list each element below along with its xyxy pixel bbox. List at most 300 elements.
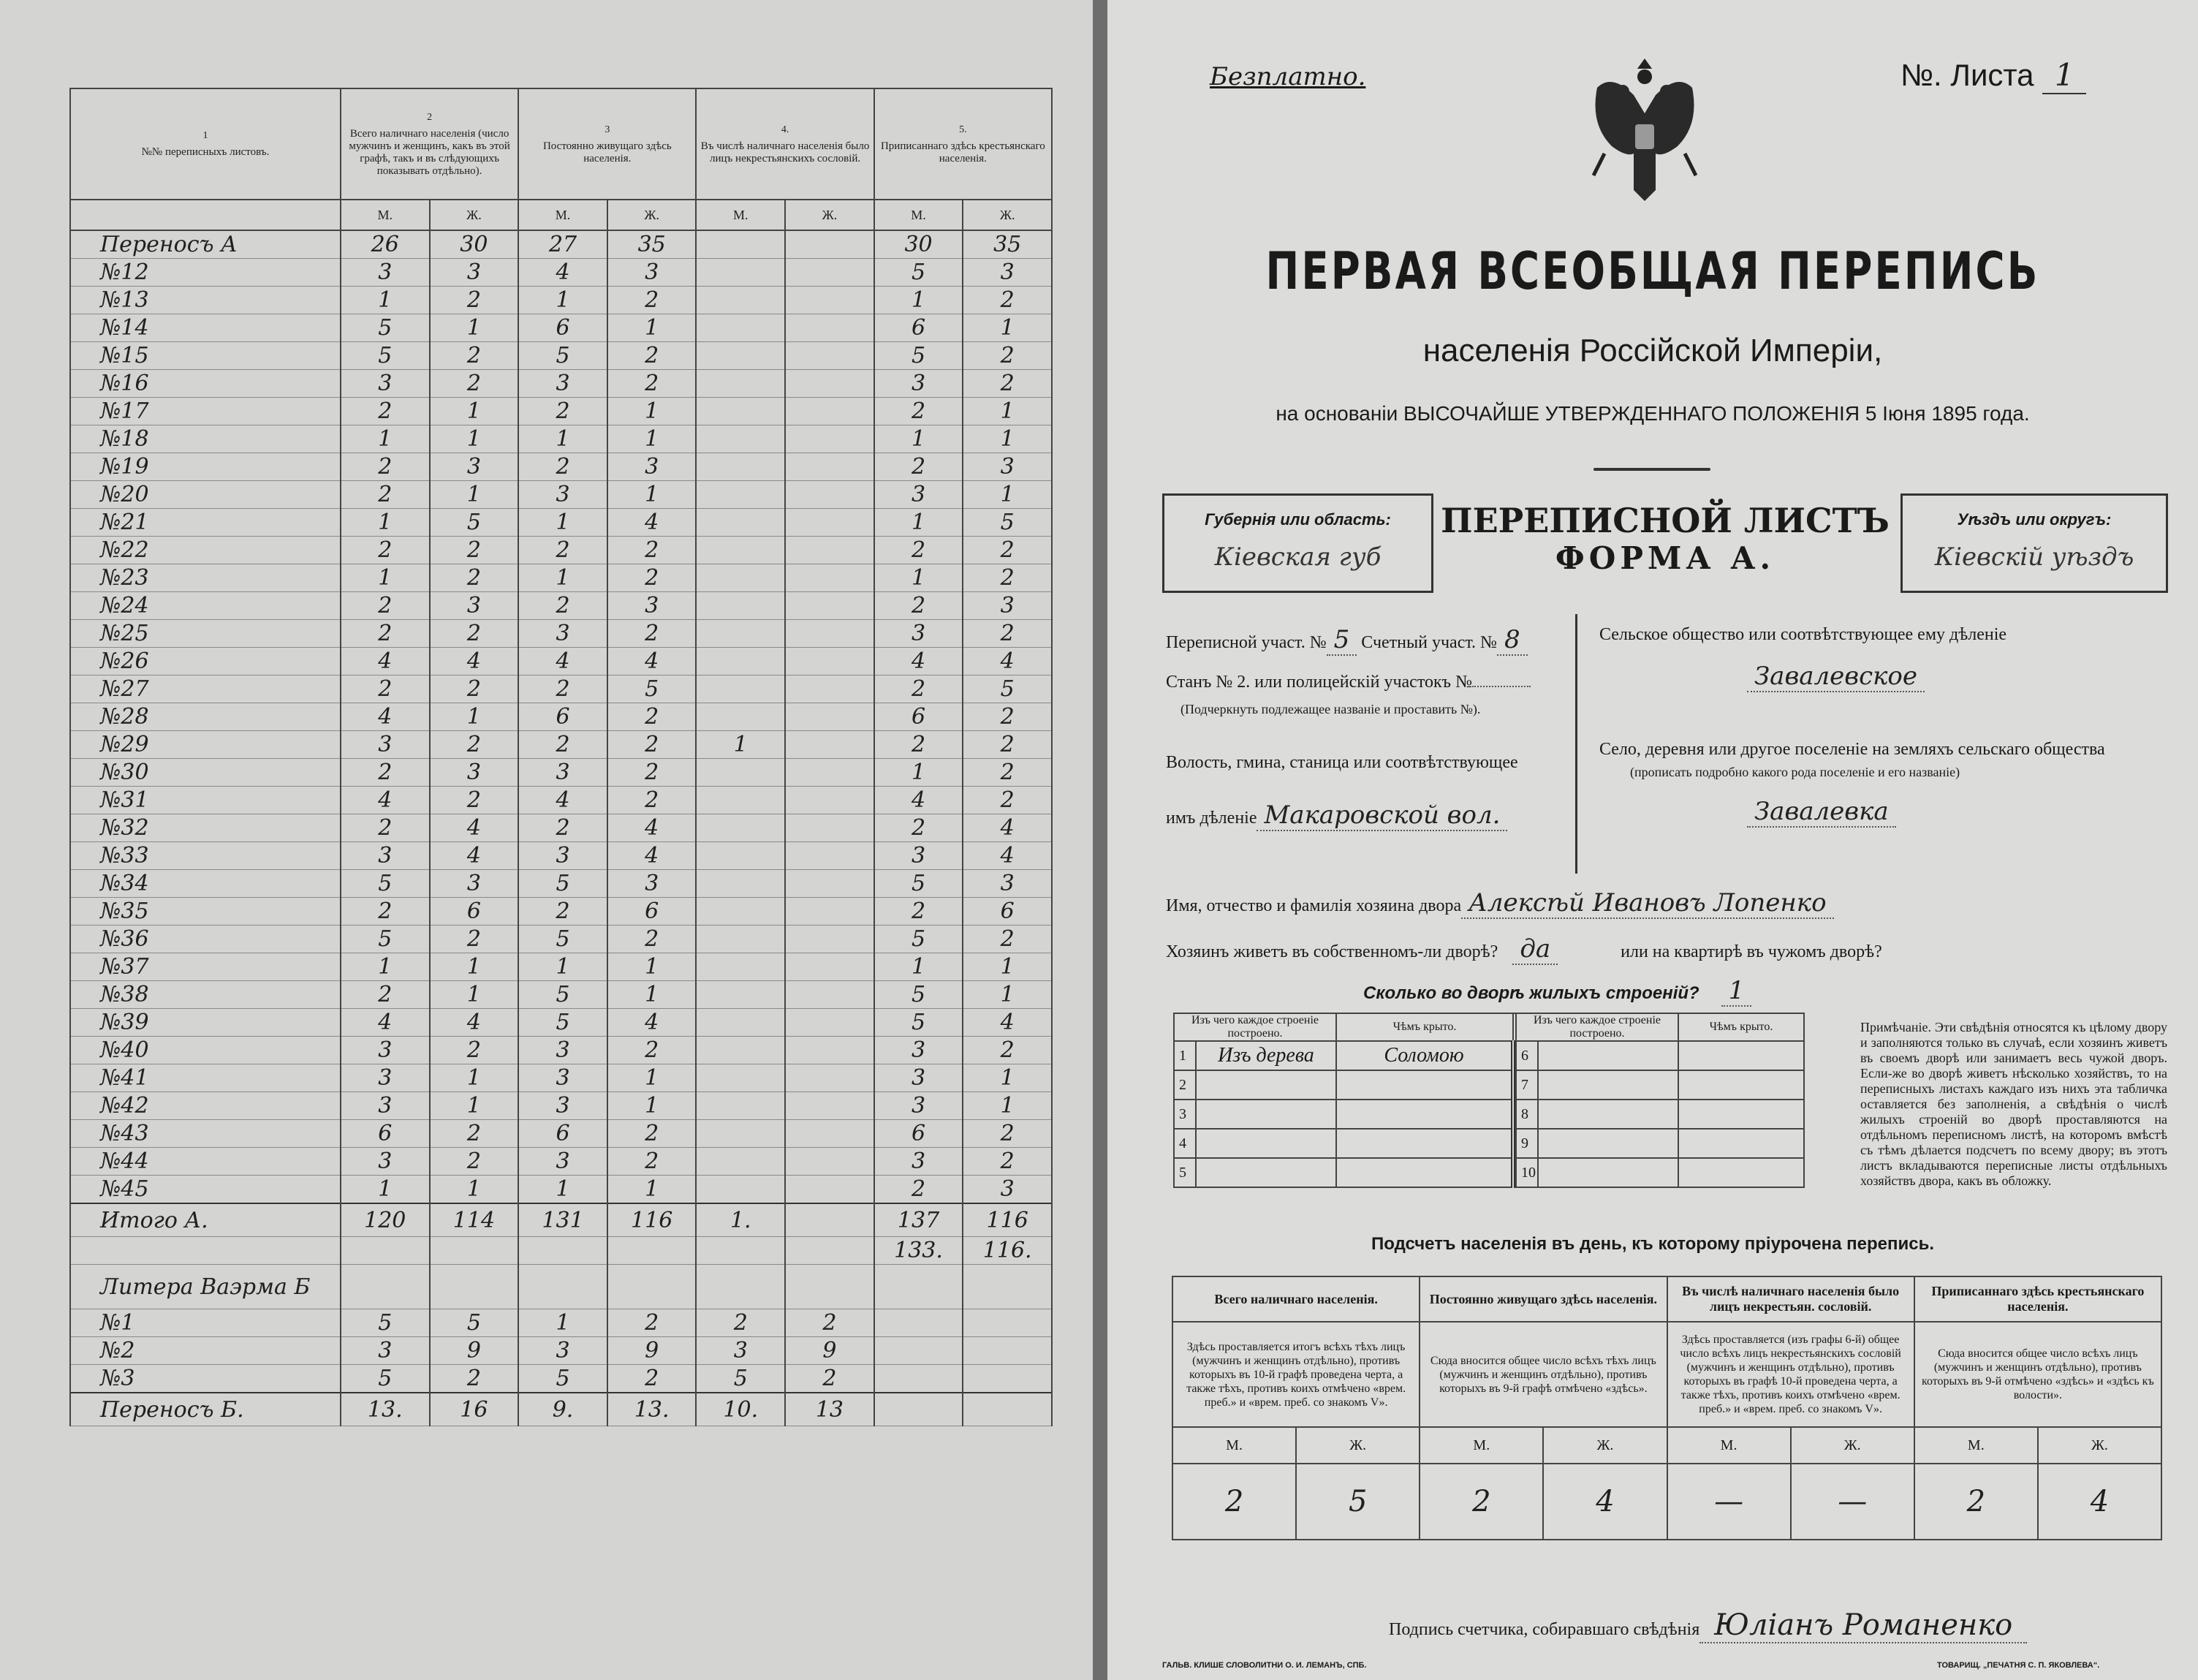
ledger-header-row (70, 88, 1052, 200)
ledger-row (70, 481, 1052, 509)
ledger-cell: 5 (963, 509, 1052, 537)
ledger-cell: 2 (874, 398, 963, 425)
ledger-cell: 3 (518, 842, 607, 870)
ledger-cell (696, 314, 785, 342)
ledger-cell: 16 (430, 1393, 519, 1426)
ledger-cell: 1 (874, 425, 963, 453)
ledger-cell: 1 (518, 564, 607, 592)
ledger-cell: 5 (874, 342, 963, 370)
ledger-cell: 5 (874, 926, 963, 953)
ledger-cell: 5 (874, 981, 963, 1009)
ledger-cell: 3 (874, 620, 963, 648)
ledger-cell (874, 1393, 963, 1426)
ledger-cell (785, 1092, 874, 1120)
ledger-cell: 2 (518, 676, 607, 703)
building-roof (1336, 1070, 1513, 1100)
ledger-cell: 116 (963, 1203, 1052, 1237)
bld-h-material: Изъ чего каждое строеніе построено. (1174, 1013, 1336, 1041)
ledger-row-label: №43 (70, 1120, 341, 1148)
ledger-cell: 2 (430, 287, 519, 314)
ledger-row (70, 814, 1052, 842)
building-row (1174, 1100, 1804, 1129)
ledger-cell: 3 (963, 259, 1052, 287)
ledger-cell: 1 (963, 1064, 1052, 1092)
building-material (1196, 1129, 1336, 1158)
ledger-cell (696, 1176, 785, 1204)
ledger-cell: 1 (341, 287, 430, 314)
ledger-cell: 2 (963, 1148, 1052, 1176)
ledger-cell (785, 1265, 874, 1309)
ledger-subtotal-note-row (70, 1237, 1052, 1265)
building-row (1174, 1129, 1804, 1158)
ledger-cell (785, 509, 874, 537)
ledger-cell (696, 1092, 785, 1120)
ledger-mf: М. (341, 200, 430, 230)
obshchestvo-value: Завалевское (1747, 662, 1925, 692)
ledger-cell: 5 (430, 1309, 519, 1337)
ledger-cell: 5 (874, 259, 963, 287)
ledger-row (70, 981, 1052, 1009)
ledger-cell: 133. (874, 1237, 963, 1265)
ledger-cell: 2 (430, 537, 519, 564)
ledger-cell: 2 (430, 731, 519, 759)
ledger-cell: 1 (963, 953, 1052, 981)
ledger-cell: 30 (874, 230, 963, 259)
ledger-cell: 5 (518, 926, 607, 953)
ledger-cell: 3 (874, 842, 963, 870)
document-basis: на основаніи ВЫСОЧАЙШЕ УТВЕРЖДЕННАГО ПОЛОЖЕНІЯ 5 Іюня 1895 года. (1276, 402, 2030, 425)
ledger-cell (785, 287, 874, 314)
ledger-cell: 10. (696, 1393, 785, 1426)
ledger-cell: 2 (430, 1037, 519, 1064)
ledger-cell (785, 870, 874, 898)
ledger-cell: 5 (341, 1309, 430, 1337)
ledger-row-label: №13 (70, 287, 341, 314)
ledger-cell: 5 (874, 1009, 963, 1037)
ledger-cell: 3 (963, 592, 1052, 620)
building-num: 7 (1516, 1070, 1538, 1100)
ledger-cell (696, 1009, 785, 1037)
ledger-row (70, 370, 1052, 398)
ledger-cell: 1 (518, 509, 607, 537)
ledger-cell: 2 (963, 787, 1052, 814)
ledger-cell: 5 (874, 870, 963, 898)
building-row (1174, 1041, 1804, 1070)
ledger-cell: 2 (785, 1365, 874, 1393)
ledger-cell: 5 (341, 342, 430, 370)
ledger-total-b-row (70, 1393, 1052, 1426)
ledger-cell (696, 425, 785, 453)
selo-value: Завалевка (1747, 797, 1896, 828)
ledger-cell: 4 (518, 787, 607, 814)
ledger-cell (341, 1237, 430, 1265)
ledger-cell: 1 (518, 953, 607, 981)
ledger-cell: 3 (518, 620, 607, 648)
ledger-row-label: №15 (70, 342, 341, 370)
ledger-row (70, 648, 1052, 676)
sheet-number-label: №. Листа (1900, 58, 2034, 92)
ledger-table (69, 88, 1053, 1426)
ledger-cell: 3 (341, 731, 430, 759)
ledger-cell (696, 537, 785, 564)
ledger-cell (874, 1265, 963, 1309)
guberniya-box (1162, 493, 1433, 593)
ledger-header-col4: 4. Въ числѣ наличнаго населенія было лицъ некрестьянскихъ сословій. (696, 88, 873, 200)
rented-label: или на квартирѣ въ чужомъ дворѣ? (1621, 942, 1882, 961)
ledger-cell: 4 (874, 648, 963, 676)
ledger-cell: 2 (430, 1365, 519, 1393)
ledger-cell: 4 (963, 648, 1052, 676)
sheet-number (1900, 57, 2086, 94)
ledger-cell (785, 537, 874, 564)
ledger-row (70, 314, 1052, 342)
ledger-row (70, 1037, 1052, 1064)
ledger-cell: 3 (607, 870, 697, 898)
building-roof: Соломою (1336, 1041, 1513, 1070)
ledger-mf: М. (696, 200, 785, 230)
ledger-cell (785, 759, 874, 787)
ledger-cell: 5 (518, 870, 607, 898)
ledger-cell: 3 (963, 1176, 1052, 1204)
ledger-row-label: №42 (70, 1092, 341, 1120)
ledger-cell (785, 926, 874, 953)
ledger-cell (696, 870, 785, 898)
ledger-cell: 2 (963, 759, 1052, 787)
ledger-cell (696, 953, 785, 981)
ledger-cell: 2 (430, 926, 519, 953)
ledger-cell: 2 (430, 787, 519, 814)
ledger-cell: 3 (430, 453, 519, 481)
ledger-cell: 6 (963, 898, 1052, 926)
ledger-cell: 3 (341, 370, 430, 398)
ledger-cell (785, 481, 874, 509)
ledger-cell: 137 (874, 1203, 963, 1237)
ledger-cell (785, 314, 874, 342)
ledger-row (70, 1309, 1052, 1337)
ledger-cell: 2 (963, 370, 1052, 398)
ledger-cell: 2 (963, 1120, 1052, 1148)
ledger-cell: 6 (341, 1120, 430, 1148)
ledger-cell: 1 (430, 1176, 519, 1204)
count-desc: Сюда вносится общее число всѣхъ лицъ (мужчинъ и женщинъ отдѣльно), противъ которыхъ въ 9-й отмѣчено «здѣсь» и «здѣсь къ волости». (1914, 1322, 2161, 1427)
ledger-cell: 2 (518, 898, 607, 926)
ledger-cell (696, 1064, 785, 1092)
ledger-cell: 30 (430, 230, 519, 259)
ledger-mf: М. (518, 200, 607, 230)
ledger-cell: 1 (963, 981, 1052, 1009)
ledger-cell: 5 (341, 314, 430, 342)
ledger-cell (430, 1237, 519, 1265)
volost-label: Волость, гмина, станица или соотвѣтствующее (1166, 753, 1518, 772)
ledger-cell (874, 1309, 963, 1337)
ledger-cell: 2 (963, 620, 1052, 648)
ledger-cell: 5 (430, 509, 519, 537)
ledger-cell: 1 (963, 398, 1052, 425)
count-mf: М. (1914, 1427, 2038, 1464)
ledger-cell (70, 1237, 341, 1265)
ledger-row (70, 1092, 1052, 1120)
obshchestvo-field (1747, 662, 1925, 691)
ledger-cell (696, 787, 785, 814)
ledger-mf: М. (874, 200, 963, 230)
volost-field (1166, 801, 1507, 830)
ledger-row (70, 259, 1052, 287)
population-count-table (1172, 1276, 2162, 1540)
ledger-row-label: Переносъ Б. (70, 1393, 341, 1426)
ledger-cell: 3 (963, 870, 1052, 898)
ledger-cell: 2 (607, 1120, 697, 1148)
ledger-row-label: №17 (70, 398, 341, 425)
ledger-row-label: №45 (70, 1176, 341, 1204)
count-title: Подсчетъ населенія въ день, къ которому пріурочена перепись. (1371, 1234, 1934, 1254)
ledger-cell: 4 (518, 259, 607, 287)
uchastok-value: 5 (1327, 625, 1357, 656)
ledger-cell (696, 592, 785, 620)
ledger-cell (874, 1337, 963, 1365)
ledger-row-label: №34 (70, 870, 341, 898)
imperial-eagle-emblem (1583, 44, 1707, 219)
ledger-cell: 3 (874, 481, 963, 509)
ledger-cell: 5 (518, 342, 607, 370)
ledger-cell: 116. (963, 1237, 1052, 1265)
ledger-row (70, 926, 1052, 953)
ledger-cell (696, 564, 785, 592)
ledger-cell (696, 1237, 785, 1265)
count-mf: Ж. (1791, 1427, 1914, 1464)
ledger-cell (785, 787, 874, 814)
ledger-cell: 1 (963, 481, 1052, 509)
ledger-cell: 1 (518, 425, 607, 453)
ledger-row (70, 1365, 1052, 1393)
ledger-cell: 2 (518, 592, 607, 620)
ledger-cell (963, 1337, 1052, 1365)
count-desc: Здѣсь проставляется итогъ всѣхъ тѣхъ лицъ (мужчинъ и женщинъ отдѣльно), противъ которыхъ въ 10-й графѣ проведена черта, а также тѣхъ, противъ коихъ отмѣчено «врем. преб.» и «врем. преб. со знакомъ V». (1172, 1322, 1420, 1427)
building-material (1196, 1100, 1336, 1129)
ledger-row-label: №31 (70, 787, 341, 814)
count-desc: Сюда вносится общее число всѣхъ тѣхъ лицъ (мужчинъ и женщинъ отдѣльно), противъ которыхъ въ 9-й графѣ отмѣчено «здѣсь». (1420, 1322, 1667, 1427)
ledger-cell: 1 (963, 314, 1052, 342)
ledger-cell: 4 (518, 648, 607, 676)
ledger-row-label: №32 (70, 814, 341, 842)
ledger-cell: 3 (430, 592, 519, 620)
ledger-cell: 2 (430, 370, 519, 398)
ledger-cell: 3 (430, 759, 519, 787)
ledger-cell (696, 1037, 785, 1064)
ledger-cell (963, 1265, 1052, 1309)
ledger-row (70, 731, 1052, 759)
ledger-section-b-row (70, 1265, 1052, 1309)
ledger-header-col1: 1 №№ переписныхъ листовъ. (70, 88, 341, 200)
form-title-line1: ПЕРЕПИСНОЙ ЛИСТЪ (1441, 501, 1890, 540)
ledger-cell: 1 (430, 481, 519, 509)
ledger-cell (696, 648, 785, 676)
form-title-box (1431, 493, 1899, 589)
ledger-cell: 2 (874, 1176, 963, 1204)
ledger-cell: 4 (341, 1009, 430, 1037)
count-h-nonpeasant: Въ числѣ наличнаго населенія было лицъ некрестьян. сословій. (1667, 1276, 1914, 1322)
ledger-cell: 2 (430, 1148, 519, 1176)
ledger-cell: 1 (607, 425, 697, 453)
ledger-row (70, 230, 1052, 259)
ledger-cell (785, 592, 874, 620)
uchastok-label: Переписной участ. № (1166, 633, 1327, 652)
ledger-cell: 1 (696, 731, 785, 759)
building-material (1196, 1158, 1336, 1187)
free-label: Безплатно. (1210, 62, 1366, 91)
ledger-cell: 2 (607, 759, 697, 787)
ledger-total-row (70, 1203, 1052, 1237)
count-mf: М. (1172, 1427, 1296, 1464)
ledger-cell: 1 (430, 953, 519, 981)
signature-label: Подпись счетчика, собиравшаго свѣдѣнія (1389, 1620, 1700, 1639)
ledger-row (70, 703, 1052, 731)
ledger-cell: 1 (518, 1309, 607, 1337)
ledger-cell (696, 453, 785, 481)
ledger-cell: 6 (430, 898, 519, 926)
ledger-cell: 1 (607, 314, 697, 342)
ledger-cell: 4 (607, 648, 697, 676)
ledger-cell: 2 (607, 287, 697, 314)
ledger-cell (785, 259, 874, 287)
ledger-cell (696, 370, 785, 398)
ledger-body (70, 230, 1052, 1426)
ledger-cell: 2 (607, 1037, 697, 1064)
ledger-cell: 1 (430, 425, 519, 453)
ledger-cell: 1 (430, 703, 519, 731)
ledger-cell: 3 (518, 481, 607, 509)
ledger-cell: 1 (430, 1064, 519, 1092)
ledger-cell: 3 (607, 592, 697, 620)
ledger-row-label: №39 (70, 1009, 341, 1037)
ledger-cell (785, 731, 874, 759)
ledger-row (70, 509, 1052, 537)
stan-field (1166, 673, 1531, 692)
ledger-row (70, 898, 1052, 926)
building-roof (1678, 1041, 1804, 1070)
ledger-cell: 2 (341, 398, 430, 425)
ledger-cell: 5 (607, 676, 697, 703)
ledger-row (70, 1120, 1052, 1148)
ledger-row (70, 1337, 1052, 1365)
ledger-cell: 9 (430, 1337, 519, 1365)
ledger-cell: 2 (607, 731, 697, 759)
ledger-row (70, 287, 1052, 314)
ledger-mf: Ж. (963, 200, 1052, 230)
ledger-cell (785, 842, 874, 870)
ledger-row-label: №30 (70, 759, 341, 787)
ledger-cell (696, 981, 785, 1009)
ledger-cell (696, 676, 785, 703)
building-num: 6 (1516, 1041, 1538, 1070)
ledger-cell: 3 (874, 1064, 963, 1092)
ledger-row-label: №16 (70, 370, 341, 398)
ledger-row-label: №21 (70, 509, 341, 537)
count-mf: Ж. (2038, 1427, 2161, 1464)
ledger-row-label: №22 (70, 537, 341, 564)
ledger-cell: 3 (607, 453, 697, 481)
ledger-cell: 3 (518, 1064, 607, 1092)
ledger-cell: 9 (607, 1337, 697, 1365)
building-num: 10 (1516, 1158, 1538, 1187)
ledger-cell (785, 648, 874, 676)
ledger-cell: 2 (607, 926, 697, 953)
fields-divider (1575, 614, 1577, 874)
ledger-cell: 3 (341, 1337, 430, 1365)
ledger-cell: 1 (341, 1176, 430, 1204)
uchastok-field (1166, 625, 1528, 654)
document-subtitle: населенія Россійской Имперіи, (1422, 333, 1883, 368)
ledger-cell: 1 (341, 425, 430, 453)
enumerator-signature (1389, 1608, 2027, 1642)
ledger-cell: 2 (341, 537, 430, 564)
ledger-cell: 2 (874, 592, 963, 620)
ledger-cell: 4 (963, 842, 1052, 870)
ledger-row (70, 759, 1052, 787)
ledger-cell: 1 (341, 564, 430, 592)
ledger-cell (696, 1120, 785, 1148)
ledger-cell (963, 1393, 1052, 1426)
ledger-mf: Ж. (607, 200, 697, 230)
ledger-cell (785, 703, 874, 731)
ledger-cell: 4 (607, 509, 697, 537)
ledger-cell: 3 (963, 453, 1052, 481)
ledger-cell: 4 (430, 1009, 519, 1037)
ledger-cell: 5 (518, 1009, 607, 1037)
ledger-cell: 35 (963, 230, 1052, 259)
schet-value: 8 (1497, 625, 1528, 656)
ledger-row-label: №38 (70, 981, 341, 1009)
ledger-cell: 116 (607, 1203, 697, 1237)
ledger-cell: 4 (341, 703, 430, 731)
buildings-header (1174, 1013, 1804, 1041)
ledger-row (70, 620, 1052, 648)
count-value: — (1667, 1464, 1791, 1540)
ledger-cell: 6 (874, 703, 963, 731)
ledger-cell (785, 564, 874, 592)
document-title: ПЕРВАЯ ВСЕОБЩАЯ ПЕРЕПИСЬ (1265, 241, 2040, 301)
building-num: 2 (1174, 1070, 1196, 1100)
ledger-row (70, 425, 1052, 453)
ledger-cell: 5 (341, 1365, 430, 1393)
owner-label: Имя, отчество и фамилія хозяина двора (1166, 896, 1462, 915)
ledger-row (70, 870, 1052, 898)
ledger-cell: 4 (430, 842, 519, 870)
volost-label2: имъ дѣленіе (1166, 809, 1257, 828)
ledger-cell: 3 (341, 842, 430, 870)
volost-value: Макаровской вол. (1257, 801, 1507, 831)
ledger-row (70, 676, 1052, 703)
ledger-row-label: №25 (70, 620, 341, 648)
ledger-cell: 2 (607, 703, 697, 731)
page-gutter (1093, 0, 1107, 1680)
ledger-cell: 2 (607, 342, 697, 370)
ledger-cell: 2 (607, 620, 697, 648)
buildings-count-field (1363, 976, 1751, 1005)
ledger-cell: 2 (874, 676, 963, 703)
ledger-cell: 1 (963, 425, 1052, 453)
ledger-cell: 2 (874, 814, 963, 842)
building-row (1174, 1070, 1804, 1100)
ledger-cell (696, 259, 785, 287)
ledger-cell: 2 (607, 1148, 697, 1176)
ledger-cell: 120 (341, 1203, 430, 1237)
buildings-note: Примѣчаніе. Эти свѣдѣнія относятся къ цѣлому двору и заполняются только въ случаѣ, если хозяинъ живетъ въ своемъ дворѣ или занимаетъ весь чужой дворъ. Если-же во дворѣ живетъ нѣсколько хозяйствъ, то на переписныхъ листахъ каждаго изъ нихъ эта табличка оставляется без заполненія, а свѣдѣнія о числѣ жилыхъ строеній во дворѣ проставляются на отдѣльномъ переписномъ листѣ, на которомъ вмѣстѣ съ тѣмъ дѣлается подсчетъ по всему двору; въ этотъ листъ вкладываются переписные листы отдѣльныхъ хозяйствъ двора, какъ въ обложку. (1860, 1020, 2167, 1188)
ledger-row (70, 1009, 1052, 1037)
ledger-cell (696, 398, 785, 425)
ledger-header-col3: 3 Постоянно живущаго здѣсь населенія. (518, 88, 696, 200)
own-yard-value: да (1512, 934, 1558, 965)
ledger-cell: 4 (963, 814, 1052, 842)
